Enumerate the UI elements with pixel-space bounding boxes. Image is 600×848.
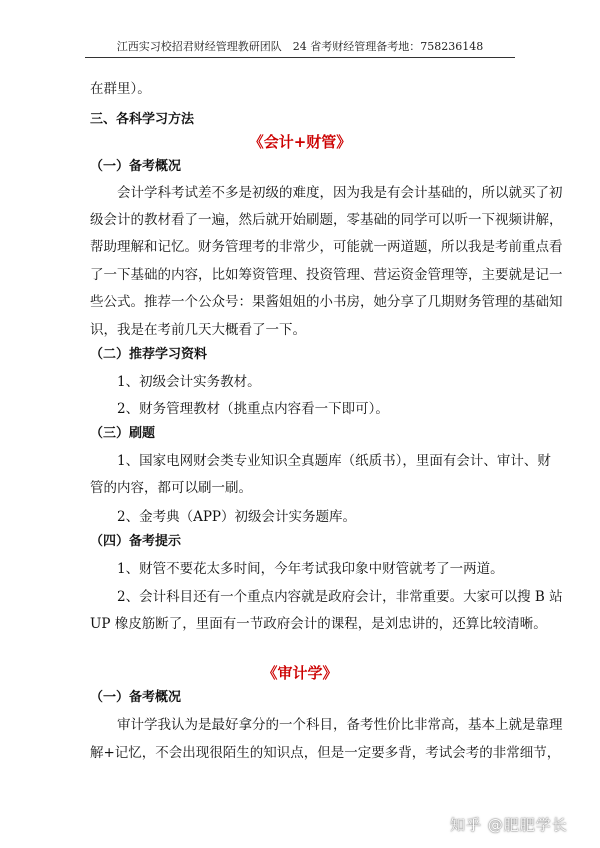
paragraph-line: 了一下基础的内容，比如筹资管理、投资管理、营运资金管理等，主要就是记一 <box>90 267 563 283</box>
paragraph-line: 审计学我认为是最好拿分的一个科目，备考性价比非常高，基本上就是靠理 <box>117 717 563 733</box>
accounting-s1-heading: （一）备考概况 <box>90 159 182 174</box>
accounting-s2-heading: （二）推荐学习资料 <box>90 347 208 362</box>
audit-s1-heading: （一）备考概况 <box>90 690 182 705</box>
paragraph-line: 帮助理解和记忆。财务管理考的非常少，可能就一两道题，所以我是考前重点看 <box>90 239 563 255</box>
page-header: 江西实习校招君财经管理教研团队 24 省考财经管理备考地：758236148 <box>116 40 484 53</box>
accounting-title: 《会计+财管》 <box>248 133 352 151</box>
paragraph-line: 些公式。推荐一个公众号：果酱姐姐的小书房，她分享了几期财务管理的基础知 <box>90 294 563 310</box>
paragraph-line: 解+记忆，不会出现很陌生的知识点，但是一定要多背，考试会考的非常细节， <box>90 745 561 761</box>
list-item: 2、财务管理教材（挑重点内容看一下即可）。 <box>117 401 389 417</box>
paragraph-line: 2、金考典（APP）初级会计实务题库。 <box>117 509 357 525</box>
paragraph-line: 级会计的教材看了一遍，然后就开始刷题，零基础的同学可以听一下视频讲解， <box>90 212 563 228</box>
header-rule <box>85 57 515 58</box>
paragraph-line: 1、国家电网财会类专业知识全真题库（纸质书），里面有会计、审计、财 <box>117 453 551 469</box>
accounting-s4-heading: （四）备考提示 <box>90 534 182 549</box>
list-item: 1、初级会计实务教材。 <box>117 374 261 390</box>
paragraph-line: 识，我是在考前几天大概看了一下。 <box>90 322 306 338</box>
paragraph-line: UP 橡皮筋断了，里面有一节政府会计的课程，是刘忠讲的，还算比较清晰。 <box>90 616 547 632</box>
audit-title: 《审计学》 <box>262 664 338 682</box>
section-heading-3: 三、各科学习方法 <box>90 112 195 127</box>
paragraph-line: 管的内容，都可以刷一刷。 <box>90 480 252 496</box>
paragraph-line: 1、财管不要花太多时间，今年考试我印象中财管就考了一两道。 <box>117 561 504 577</box>
intro-tail: 在群里）。 <box>90 81 151 97</box>
accounting-s3-heading: （三）刷题 <box>90 426 156 441</box>
zhihu-watermark: 知乎 @肥肥学长 <box>450 816 568 834</box>
paragraph-line: 2、会计科目还有一个重点内容就是政府会计，非常重要。大家可以搜 B 站 <box>117 589 563 605</box>
paragraph-line: 会计学科考试差不多是初级的难度，因为我是有会计基础的，所以就买了初 <box>117 185 563 201</box>
